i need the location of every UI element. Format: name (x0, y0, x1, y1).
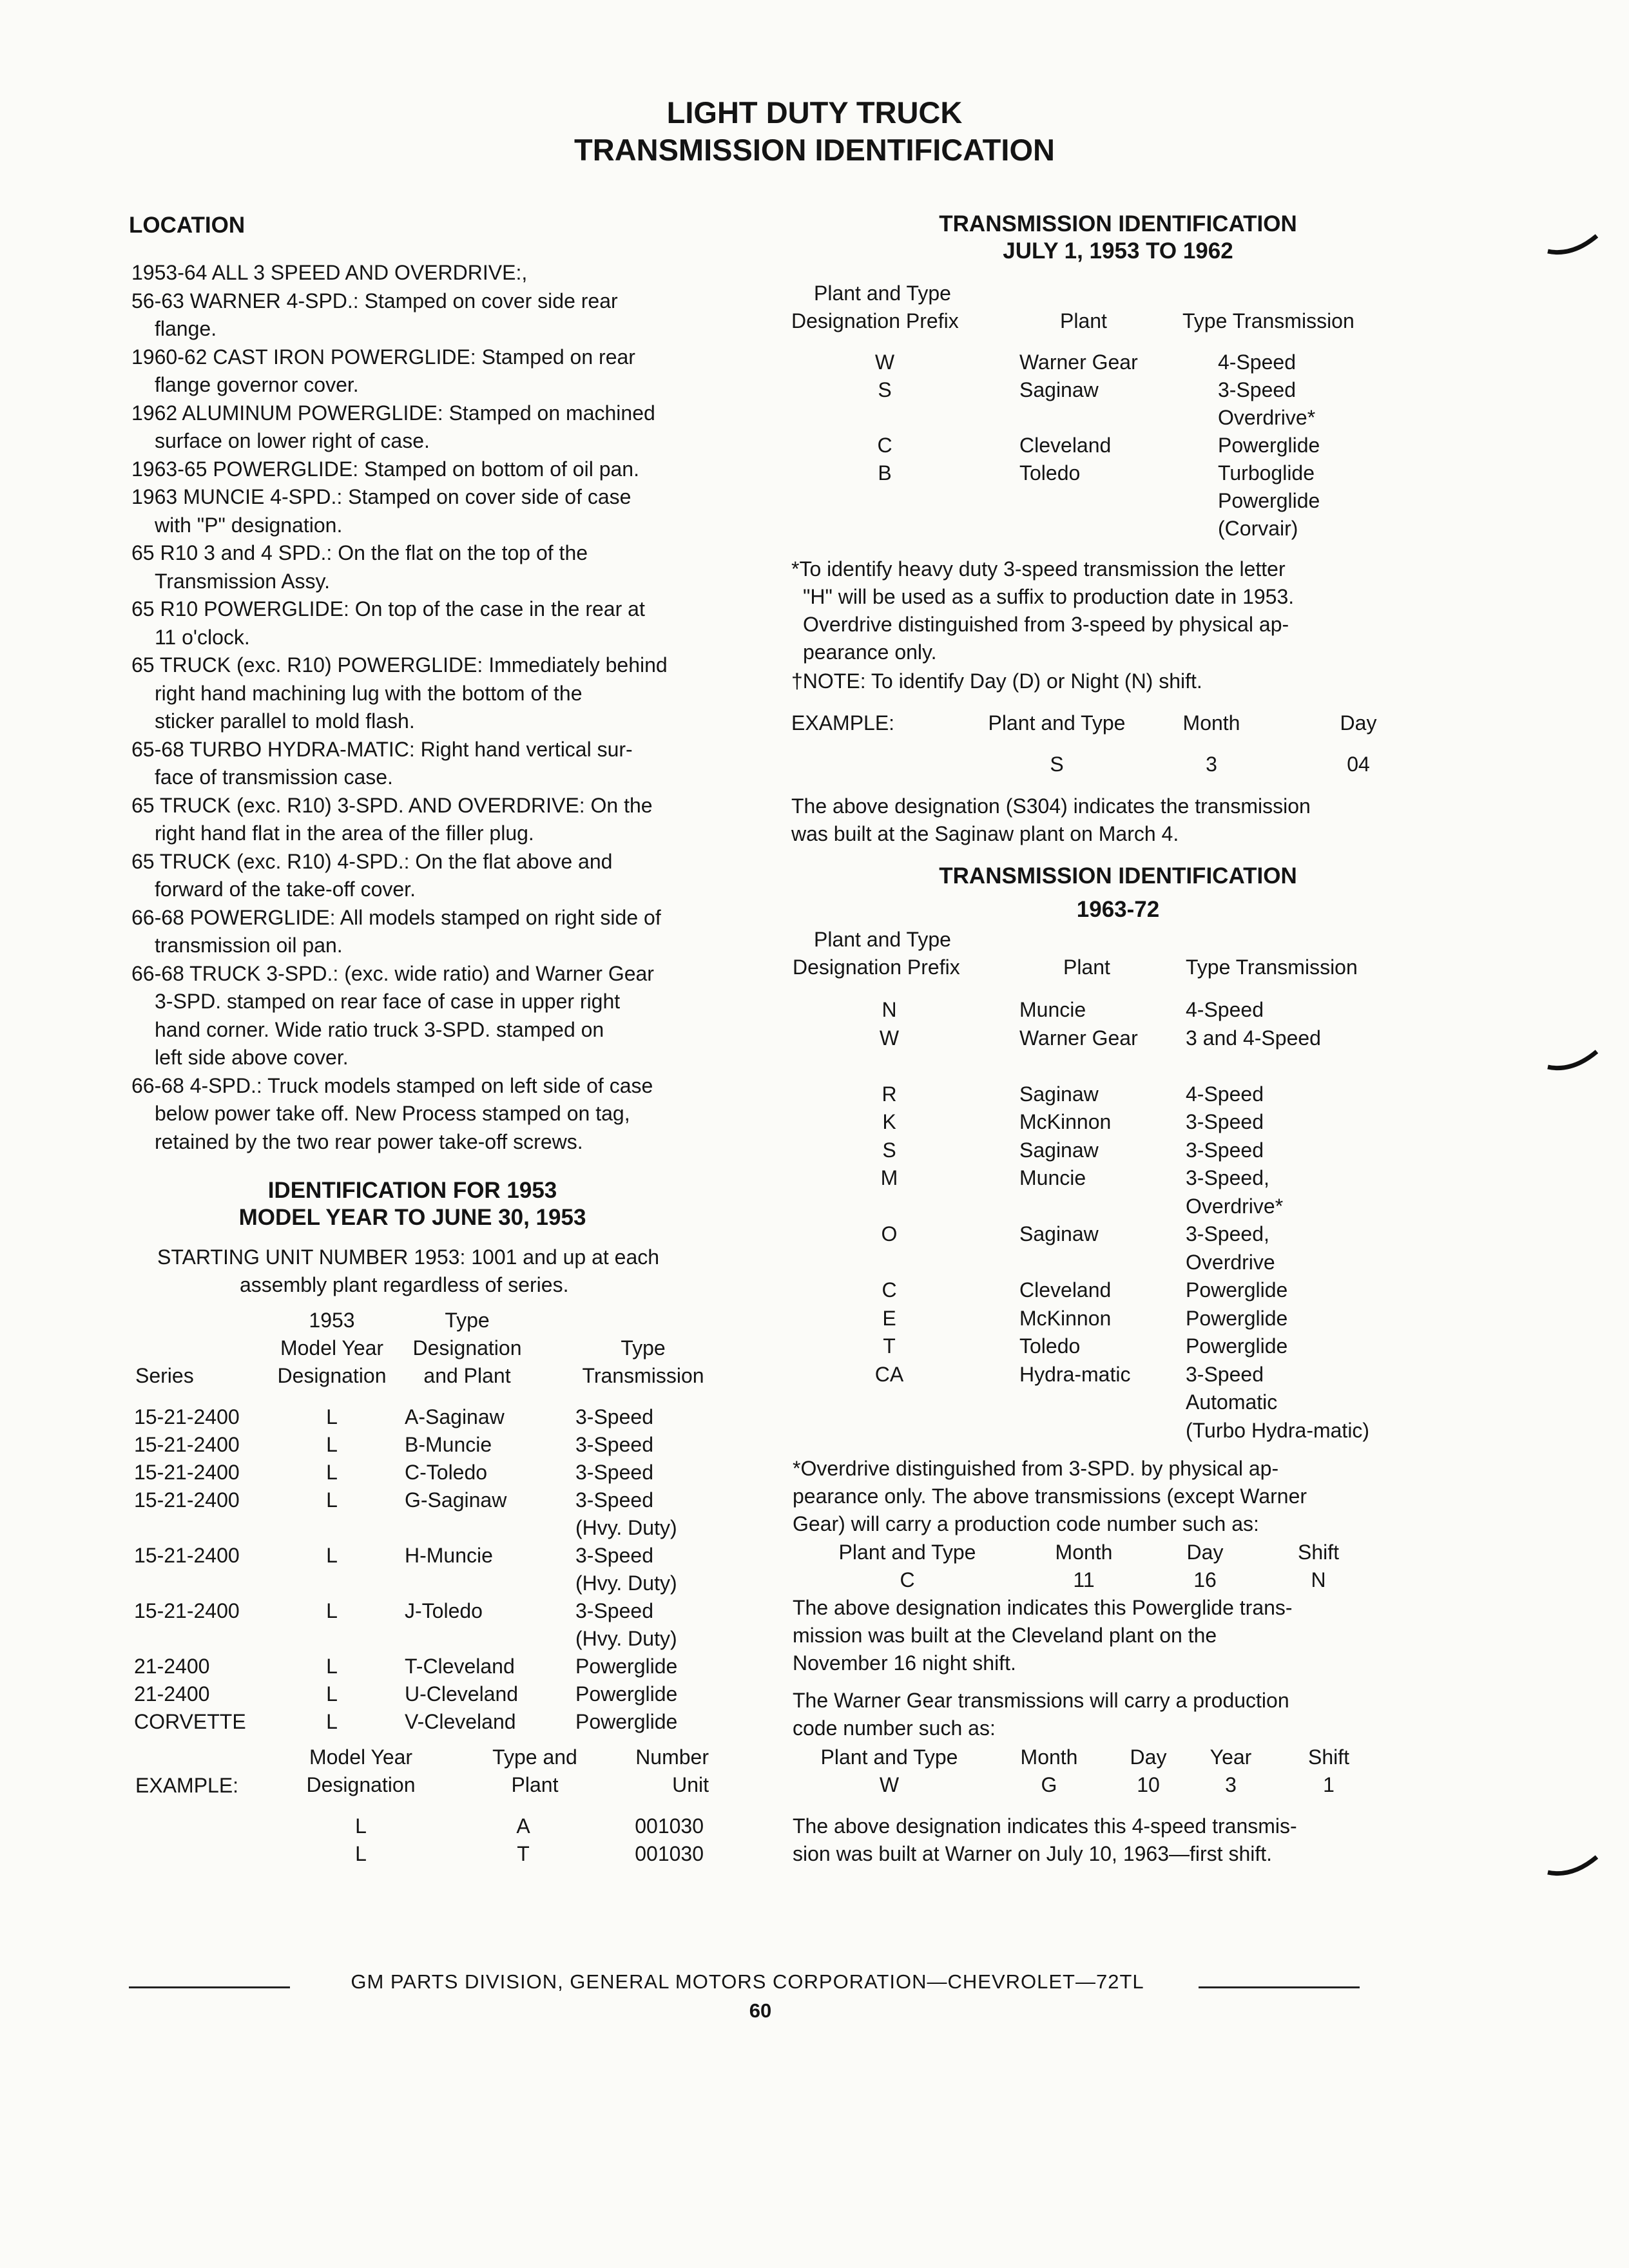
code-value: 3 (1225, 1773, 1237, 1796)
example-cell-plant: T (517, 1842, 530, 1865)
col-header-prefix: Plant and Type (814, 928, 951, 951)
id1953-intro-cont: assembly plant regardless of series. (240, 1273, 569, 1296)
table-cell-type: 3-Speed (1186, 1138, 1264, 1162)
table-cell-type: Turboglide (1218, 461, 1315, 485)
example-value: 3 (1206, 753, 1217, 776)
table-cell-plant: Toledo (1019, 461, 1081, 485)
table-cell-prefix: S (882, 1138, 896, 1162)
explanation-line: The above designation indicates this Powerglide trans- (793, 1596, 1293, 1619)
table-cell-series: 21-2400 (134, 1682, 210, 1706)
table-cell-prefix: S (878, 378, 892, 401)
code-header: Shift (1297, 1541, 1340, 1564)
location-line: 66-68 POWERGLIDE: All models stamped on right side of (131, 905, 661, 929)
table-cell-prefix: W (874, 351, 895, 374)
code-header: Plant and Type (838, 1541, 976, 1564)
location-line: 65 R10 3 and 4 SPD.: On the flat on the top of the (131, 541, 588, 564)
table-cell-model: L (326, 1599, 338, 1622)
table-cell-prefix: C (877, 434, 892, 457)
explanation-line: sion was built at Warner on July 10, 1963—first shift. (793, 1842, 1273, 1865)
table-cell-transmission: 3-Speed (575, 1433, 653, 1456)
table-cell-plant: Saginaw (1019, 1222, 1099, 1245)
code-header: Month (1055, 1541, 1113, 1564)
table-cell-plant: A-Saginaw (405, 1405, 505, 1428)
table-cell-type: (Corvair) (1218, 517, 1298, 540)
table-cell-plant: Saginaw (1019, 378, 1099, 401)
table-cell-plant: McKinnon (1019, 1306, 1112, 1330)
col-header-transmission: Type (621, 1336, 666, 1360)
example-label: EXAMPLE: (791, 711, 895, 735)
note-line: Overdrive distinguished from 3-speed by physical ap- (803, 613, 1289, 636)
location-list (131, 259, 668, 1156)
table-cell-type: 3-Speed (1186, 1362, 1264, 1386)
table-cell-model: L (326, 1710, 338, 1733)
col-header-plant: Plant (1060, 309, 1107, 332)
table-cell-plant: G-Saginaw (405, 1488, 507, 1512)
table-cell-model: L (326, 1405, 338, 1428)
code-header: Shift (1307, 1745, 1350, 1769)
table-cell-type: 3-Speed (1186, 1110, 1264, 1133)
table-cell-plant: Saginaw (1019, 1138, 1099, 1162)
note-line: †NOTE: To identify Day (D) or Night (N) shift. (791, 669, 1202, 693)
note-line: pearance only. (803, 640, 937, 664)
table-cell-model: L (326, 1682, 338, 1706)
location-line: 1963 MUNCIE 4-SPD.: Stamped on cover side of case (131, 485, 631, 508)
margin-mark-icon (1547, 1853, 1598, 1879)
table-cell-plant: Muncie (1019, 998, 1086, 1021)
table-cell-plant: C-Toledo (405, 1461, 488, 1484)
location-line: 65-68 TURBO HYDRA-MATIC: Right hand vertical sur- (131, 737, 633, 761)
example-header-model: Model Year (309, 1745, 413, 1769)
table-cell-plant: Cleveland (1019, 434, 1112, 457)
table-cell-type: 4-Speed (1218, 351, 1296, 374)
location-line: surface on lower right of case. (155, 429, 430, 452)
table-cell-model: L (326, 1544, 338, 1567)
table-cell-prefix: W (879, 1026, 900, 1050)
table-cell-plant: Toledo (1019, 1334, 1081, 1358)
table-cell-transmission: 3-Speed (575, 1544, 653, 1567)
table-cell-type: Powerglide (1186, 1334, 1288, 1358)
table-cell-type: Overdrive* (1186, 1194, 1284, 1218)
margin-mark-icon (1547, 232, 1598, 258)
explanation-line: The above designation indicates this 4-speed transmis- (793, 1814, 1297, 1838)
table-cell-plant: H-Muncie (405, 1544, 493, 1567)
table-cell-type: 3-Speed (1218, 378, 1296, 401)
table-cell-transmission: 3-Speed (575, 1405, 653, 1428)
example-label: EXAMPLE: (135, 1774, 239, 1797)
location-line: right hand machining lug with the bottom of the (155, 681, 583, 705)
table-cell-transmission-note: (Hvy. Duty) (575, 1627, 677, 1650)
table-cell-prefix: K (882, 1110, 896, 1133)
table-cell-plant: Hydra-matic (1019, 1362, 1131, 1386)
col-header-type: Type Transmission (1182, 309, 1354, 332)
location-line: flange. (155, 317, 217, 340)
table-cell-prefix: CA (874, 1362, 904, 1386)
table-cell-plant: Cleveland (1019, 1278, 1112, 1302)
page-subtitle: TRANSMISSION IDENTIFICATION (574, 133, 1055, 167)
footer-rule-left (129, 1986, 290, 1988)
table-cell-prefix: T (883, 1334, 896, 1358)
explanation-line: The above designation (S304) indicates the transmission (791, 794, 1311, 818)
table-cell-series: CORVETTE (134, 1710, 246, 1733)
col-header-type-plant: Type (445, 1309, 490, 1332)
table-cell-transmission-note: (Hvy. Duty) (575, 1571, 677, 1595)
example-header-number: Number (635, 1745, 709, 1769)
example-cell-model: L (355, 1814, 367, 1838)
location-line: hand corner. Wide ratio truck 3-SPD. stamped on (155, 1017, 604, 1041)
table-cell-prefix: E (882, 1306, 896, 1330)
footer-text: GM PARTS DIVISION, GENERAL MOTORS CORPORATION—CHEVROLET—72TL (351, 1970, 1144, 1993)
code-value: N (1311, 1568, 1326, 1591)
table-cell-plant: Saginaw (1019, 1082, 1099, 1106)
table-cell-prefix: O (881, 1222, 898, 1245)
table-cell-transmission: Powerglide (575, 1655, 678, 1678)
example-cell-model: L (355, 1842, 367, 1865)
explanation-line: mission was built at the Cleveland plant on the (793, 1624, 1217, 1647)
table-cell-transmission: Powerglide (575, 1682, 678, 1706)
location-line: 65 TRUCK (exc. R10) 4-SPD.: On the flat above and (131, 849, 613, 873)
table-cell-transmission: 3-Speed (575, 1461, 653, 1484)
ti1953-subheading: JULY 1, 1953 TO 1962 (1003, 238, 1233, 264)
col-header-type-plant: Designation (412, 1336, 522, 1360)
table-cell-plant: Muncie (1019, 1166, 1086, 1189)
col-header-model-year: 1953 (309, 1309, 355, 1332)
note-line: *Overdrive distinguished from 3-SPD. by physical ap- (793, 1457, 1279, 1480)
location-line: flange governor cover. (155, 373, 359, 396)
example-header-type: Type and (492, 1745, 577, 1769)
location-line: 65 TRUCK (exc. R10) POWERGLIDE: Immediately behind (131, 653, 668, 677)
table-cell-type: 3-Speed, (1186, 1166, 1269, 1189)
col-header-plant: Plant (1063, 956, 1110, 979)
code-header: Day (1186, 1541, 1224, 1564)
code-value: 1 (1323, 1773, 1335, 1796)
location-line: retained by the two rear power take-off screws. (155, 1129, 583, 1153)
location-line: 66-68 TRUCK 3-SPD.: (exc. wide ratio) and Warner Gear (131, 961, 654, 985)
table-cell-type: 4-Speed (1186, 998, 1264, 1021)
col-header-prefix: Plant and Type (814, 282, 951, 305)
table-cell-transmission: Powerglide (575, 1710, 678, 1733)
example-value: 04 (1347, 753, 1370, 776)
code-value: G (1041, 1773, 1057, 1796)
example-value: S (1050, 753, 1064, 776)
col-header-transmission: Transmission (582, 1364, 704, 1387)
location-line: 65 R10 POWERGLIDE: On top of the case in the rear at (131, 597, 645, 620)
col-header-model-year: Model Year (280, 1336, 384, 1360)
note-line: Gear) will carry a production code number such as: (793, 1512, 1259, 1535)
location-line: left side above cover. (155, 1046, 349, 1069)
location-line: Transmission Assy. (155, 569, 331, 593)
code-value: 11 (1073, 1568, 1095, 1591)
table-cell-plant: J-Toledo (405, 1599, 483, 1622)
example-header: Month (1182, 711, 1240, 735)
warner-line: The Warner Gear transmissions will carry a production (793, 1689, 1289, 1712)
table-cell-prefix: C (882, 1278, 897, 1302)
code-value: C (900, 1568, 915, 1591)
code-value: 10 (1137, 1773, 1160, 1796)
table-cell-type: Overdrive* (1218, 406, 1316, 429)
code-header: Year (1210, 1745, 1252, 1769)
location-line: 1962 ALUMINUM POWERGLIDE: Stamped on machined (131, 401, 655, 425)
location-line: right hand flat in the area of the filler plug. (155, 822, 534, 845)
location-line: 3-SPD. stamped on rear face of case in upper right (155, 990, 621, 1013)
example-header-type: Plant (511, 1773, 559, 1796)
code-header: Month (1020, 1745, 1078, 1769)
table-cell-prefix: B (878, 461, 892, 485)
warner-line: code number such as: (793, 1716, 996, 1740)
table-cell-prefix: R (882, 1082, 897, 1106)
id1953-heading: IDENTIFICATION FOR 1953 (267, 1178, 557, 1203)
table-cell-plant: Warner Gear (1019, 1026, 1138, 1050)
col-header-prefix: Designation Prefix (793, 956, 960, 979)
table-cell-type: Automatic (1186, 1390, 1278, 1414)
col-header-model-year: Designation (277, 1364, 387, 1387)
location-heading: LOCATION (129, 213, 246, 238)
table-cell-type: 3-Speed, (1186, 1222, 1269, 1245)
table-cell-plant: Warner Gear (1019, 351, 1138, 374)
table-cell-plant: B-Muncie (405, 1433, 492, 1456)
id1953-intro: STARTING UNIT NUMBER 1953: 1001 and up at each (157, 1245, 660, 1269)
table-cell-series: 15-21-2400 (134, 1544, 240, 1567)
table-cell-type: Powerglide (1218, 489, 1320, 512)
table-cell-transmission-note: (Hvy. Duty) (575, 1516, 677, 1539)
location-line: 56-63 WARNER 4-SPD.: Stamped on cover side rear (131, 289, 618, 312)
table-cell-series: 15-21-2400 (134, 1405, 240, 1428)
col-header-type-plant: and Plant (423, 1364, 511, 1387)
example-header: Plant and Type (988, 711, 1126, 735)
example-header: Day (1340, 711, 1377, 735)
note-line: pearance only. The above transmissions (except Warner (793, 1485, 1307, 1508)
table-cell-type: 3 and 4-Speed (1186, 1026, 1321, 1050)
table-cell-type: 4-Speed (1186, 1082, 1264, 1106)
footer-rule-right (1199, 1986, 1360, 1988)
table-cell-model: L (326, 1433, 338, 1456)
ti1963-heading: TRANSMISSION IDENTIFICATION (939, 863, 1297, 889)
location-line: 66-68 4-SPD.: Truck models stamped on left side of case (131, 1073, 653, 1097)
table-cell-model: L (326, 1461, 338, 1484)
table-cell-type: (Turbo Hydra-matic) (1186, 1418, 1370, 1442)
location-line: face of transmission case. (155, 765, 393, 789)
table-cell-series: 21-2400 (134, 1655, 210, 1678)
page-number: 60 (749, 1999, 772, 2022)
code-header: Day (1130, 1745, 1167, 1769)
location-line: below power take off. New Process stamped on tag, (155, 1102, 630, 1125)
example-cell-number: 001030 (635, 1814, 704, 1838)
table-cell-prefix: N (882, 998, 897, 1021)
note-line: *To identify heavy duty 3-speed transmission the letter (791, 557, 1286, 581)
table-cell-plant: McKinnon (1019, 1110, 1112, 1133)
table-cell-prefix: M (880, 1166, 898, 1189)
page-title: LIGHT DUTY TRUCK (666, 95, 963, 130)
example-header-model: Designation (306, 1773, 416, 1796)
location-line: 11 o'clock. (155, 625, 250, 649)
table-cell-transmission: 3-Speed (575, 1488, 653, 1512)
ti1953-heading: TRANSMISSION IDENTIFICATION (939, 211, 1297, 236)
code-header: Plant and Type (820, 1745, 958, 1769)
code-value: W (879, 1773, 900, 1796)
table-cell-type: Powerglide (1186, 1306, 1288, 1330)
explanation-line: November 16 night shift. (793, 1651, 1016, 1675)
table-cell-type: Overdrive (1186, 1250, 1275, 1274)
table-cell-series: 15-21-2400 (134, 1461, 240, 1484)
margin-mark-icon (1547, 1048, 1598, 1073)
table-cell-plant: U-Cleveland (405, 1682, 519, 1706)
col-header-type: Type Transmission (1186, 956, 1358, 979)
note-line: "H" will be used as a suffix to production date in 1953. (803, 585, 1295, 608)
example-cell-plant: A (516, 1814, 530, 1838)
table-cell-transmission: 3-Speed (575, 1599, 653, 1622)
ti1963-subheading: 1963-72 (1076, 897, 1160, 922)
table-cell-type: Powerglide (1186, 1278, 1288, 1302)
table-cell-plant: T-Cleveland (405, 1655, 515, 1678)
table-cell-series: 15-21-2400 (134, 1433, 240, 1456)
location-line: sticker parallel to mold flash. (155, 709, 415, 733)
location-line: 1953-64 ALL 3 SPEED AND OVERDRIVE:, (131, 261, 528, 284)
location-line: 65 TRUCK (exc. R10) 3-SPD. AND OVERDRIVE: On the (131, 793, 653, 817)
example-cell-number: 001030 (635, 1842, 704, 1865)
table-cell-model: L (326, 1488, 338, 1512)
location-line: with "P" designation. (155, 513, 343, 537)
col-header-prefix: Designation Prefix (791, 309, 959, 332)
id1953-subheading: MODEL YEAR TO JUNE 30, 1953 (238, 1205, 586, 1230)
location-line: 1963-65 POWERGLIDE: Stamped on bottom of oil pan. (131, 457, 639, 481)
location-line: transmission oil pan. (155, 934, 343, 957)
location-line: forward of the take-off cover. (155, 878, 416, 901)
code-value: 16 (1193, 1568, 1217, 1591)
location-line: 1960-62 CAST IRON POWERGLIDE: Stamped on rear (131, 345, 635, 369)
table-cell-series: 15-21-2400 (134, 1488, 240, 1512)
table-cell-model: L (326, 1655, 338, 1678)
table-cell-series: 15-21-2400 (134, 1599, 240, 1622)
table-cell-plant: V-Cleveland (405, 1710, 516, 1733)
table-cell-type: Powerglide (1218, 434, 1320, 457)
explanation-line: was built at the Saginaw plant on March 4. (791, 822, 1179, 845)
col-header-series: Series (135, 1364, 194, 1387)
example-header-number: Unit (672, 1773, 709, 1796)
